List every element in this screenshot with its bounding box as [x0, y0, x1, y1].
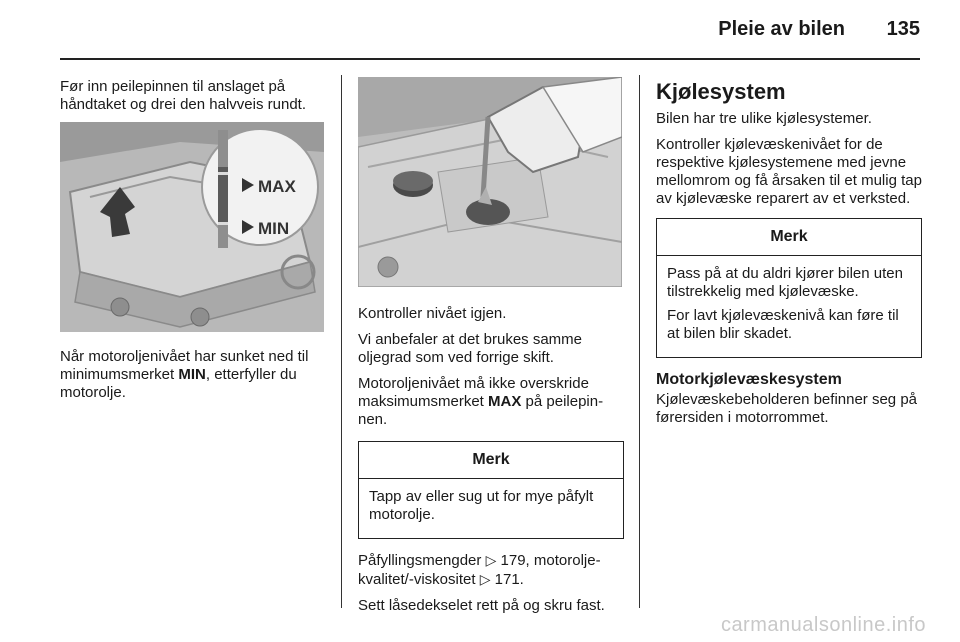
page-ref-icon[interactable]: ▷	[485, 552, 497, 568]
header-divider	[60, 58, 920, 60]
cooling-intro-text: Bilen har tre ulike kjølesystemer.	[656, 110, 872, 127]
dipstick-engine-illustration	[60, 122, 324, 332]
column-1-lower	[60, 348, 328, 410]
oil-grade-recommendation: Vi anbefaler at det brukes samme oljegrad som ved forrige skift.	[358, 331, 583, 366]
watermark: carmanualsonline.info	[720, 614, 926, 636]
column-3	[656, 80, 922, 435]
max-mark-label: MAX	[488, 393, 522, 410]
note-title: Merk	[359, 442, 623, 479]
cap-instruction-text: Sett låsedekselet rett på og skru fast.	[358, 597, 605, 614]
note-box-oil	[358, 441, 624, 539]
subsection-title-engine-coolant: Motorkjølevæskesystem	[656, 371, 842, 388]
column-divider-left	[341, 75, 342, 608]
dipstick-min-label: MIN	[258, 219, 290, 238]
column-1	[60, 78, 328, 122]
min-mark-label: MIN	[178, 366, 206, 383]
note-title: Merk	[657, 219, 921, 256]
oil-refill-illustration	[358, 77, 622, 287]
note-box-coolant	[656, 218, 922, 358]
dipstick-intro-text: Før inn peilepinnen til anslaget på håndtaket og drei den halvveis rundt.	[60, 78, 306, 113]
note-text: Tapp av eller sug ut for mye påfylt motorolje.	[369, 488, 594, 523]
refill-instruction-text: Når motoroljenivået har sunket ned til minimumsmerket MIN, etterfyller du motorolje.	[60, 348, 309, 401]
check-again-text: Kontroller nivået igjen.	[358, 305, 507, 322]
column-divider-right	[639, 75, 640, 608]
note-text: For lavt kjølevæskenivå kan føre til at bilen blir skadet.	[667, 307, 899, 342]
note-text: Pass på at du aldri kjører bilen uten tilstrekkelig med kjølevæske.	[667, 265, 903, 300]
cross-reference-text: Påfyllingsmengder ▷ 179, motorolje-kvalitet/-viskositet ▷ 171.	[358, 552, 601, 588]
page-header-title: Pleie av bilen	[718, 18, 845, 40]
column-2	[358, 305, 624, 623]
page-number: 135	[886, 18, 920, 40]
max-mark-warning: Motoroljenivået må ikke overskride maksimumsmerket MAX på peilepin-nen.	[358, 375, 604, 428]
section-title-cooling: Kjølesystem	[656, 79, 786, 104]
dipstick-max-label: MAX	[258, 177, 296, 196]
page-ref-icon[interactable]: ▷	[479, 571, 491, 587]
cooling-check-text: Kontroller kjølevæskenivået for de respektive kjølesystemene med jevne mellomrom og få årsaken til et mulig tap av kjølevæske reparert av et verksted.	[656, 136, 922, 207]
coolant-reservoir-text: Kjølevæskebeholderen befinner seg på førersiden i motorrommet.	[656, 391, 917, 426]
